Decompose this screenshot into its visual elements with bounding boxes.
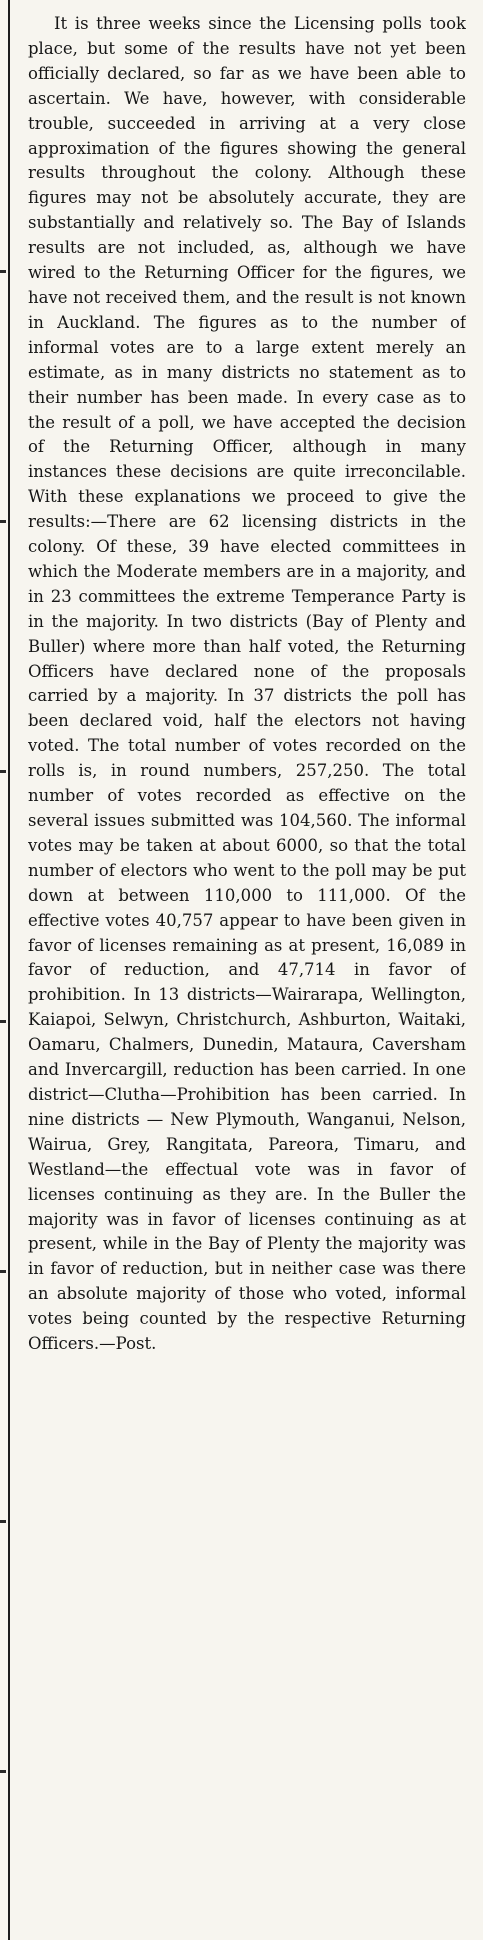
article-paragraph: It is three weeks since the Licensing polls took place, but some of the results have not yet been officially declared, so far as we have been able to ascertain. We have, however, with considerable trouble, succeeded in arriving at a very close approximation of the figures showing the general results throughout the colony. Although these figures may not be absolutely accurate, they are substantially and relatively so. The Bay of Islands results are not included, as, although we have wired to the Returning Officer for the figures, we have not received them, and the result is not known in Auckland. The figures as to the number of informal votes are to a large extent merely an estimate, as in many districts no statement as to their number has been made. In every case as to the result of a poll, we have accepted the decision of the Returning Officer, although in many instances these decisions are quite irreconcilable. With these explanations we proceed to give the results:—There are 62 licensing districts in the colony. Of these, 39 have elected committees in which the Moderate members are in a majority, and in 23 committees the extreme Temperance Party is in the majority. In two districts (Bay of Plenty and Buller) where more than half voted, the Returning Officers have declared none of the proposals carried by a majority. In 37 districts the poll has been declared void, half the electors not having voted. The total number of votes recorded on the rolls is, in round numbers, 257,250. The total number of votes recorded as effective on the several issues submitted was 104,560. The informal votes may be taken at about 6000, so that the total number of electors who went to the poll may be put down at between 110,000 to 111,000. Of the effective votes 40,757 appear to have been given in favor of licenses remaining as at present, 16,089 in favor of reduction, and 47,714 in favor of prohibition. In 13 districts—Wairarapa, Wellington, Kaiapoi, Selwyn, Christchurch, Ashburton, Waitaki, Oamaru, Chalmers, Dunedin, Mataura, Caversham and Invercargill, reduction has been carried. In one district—Clutha—Prohibition has been carried. In nine districts — New Plymouth, Wanganui, Nelson, Wairua, Grey, Rangitata, Pareora, Timaru, and Westland—the effectual vote was in favor of licenses continuing as they are. In the Buller the majority was in favor of licenses continuing as at present, while in the Bay of Plenty the majority was in favor of reduction, but in neither case was there an absolute majority of those who voted, informal votes being counted by the respective Returning Officers.—Post. [28, 14, 466, 1354]
gutter-mark [0, 520, 6, 523]
gutter-mark [0, 1770, 6, 1773]
gutter-mark [0, 770, 6, 773]
gutter-mark [0, 1020, 6, 1023]
gutter-mark [0, 1270, 6, 1273]
adjacent-column-fragment [0, 0, 8, 1940]
column-rule [8, 0, 10, 1940]
gutter-mark [0, 1520, 6, 1523]
article-text [28, 12, 466, 1936]
gutter-mark [0, 270, 6, 273]
